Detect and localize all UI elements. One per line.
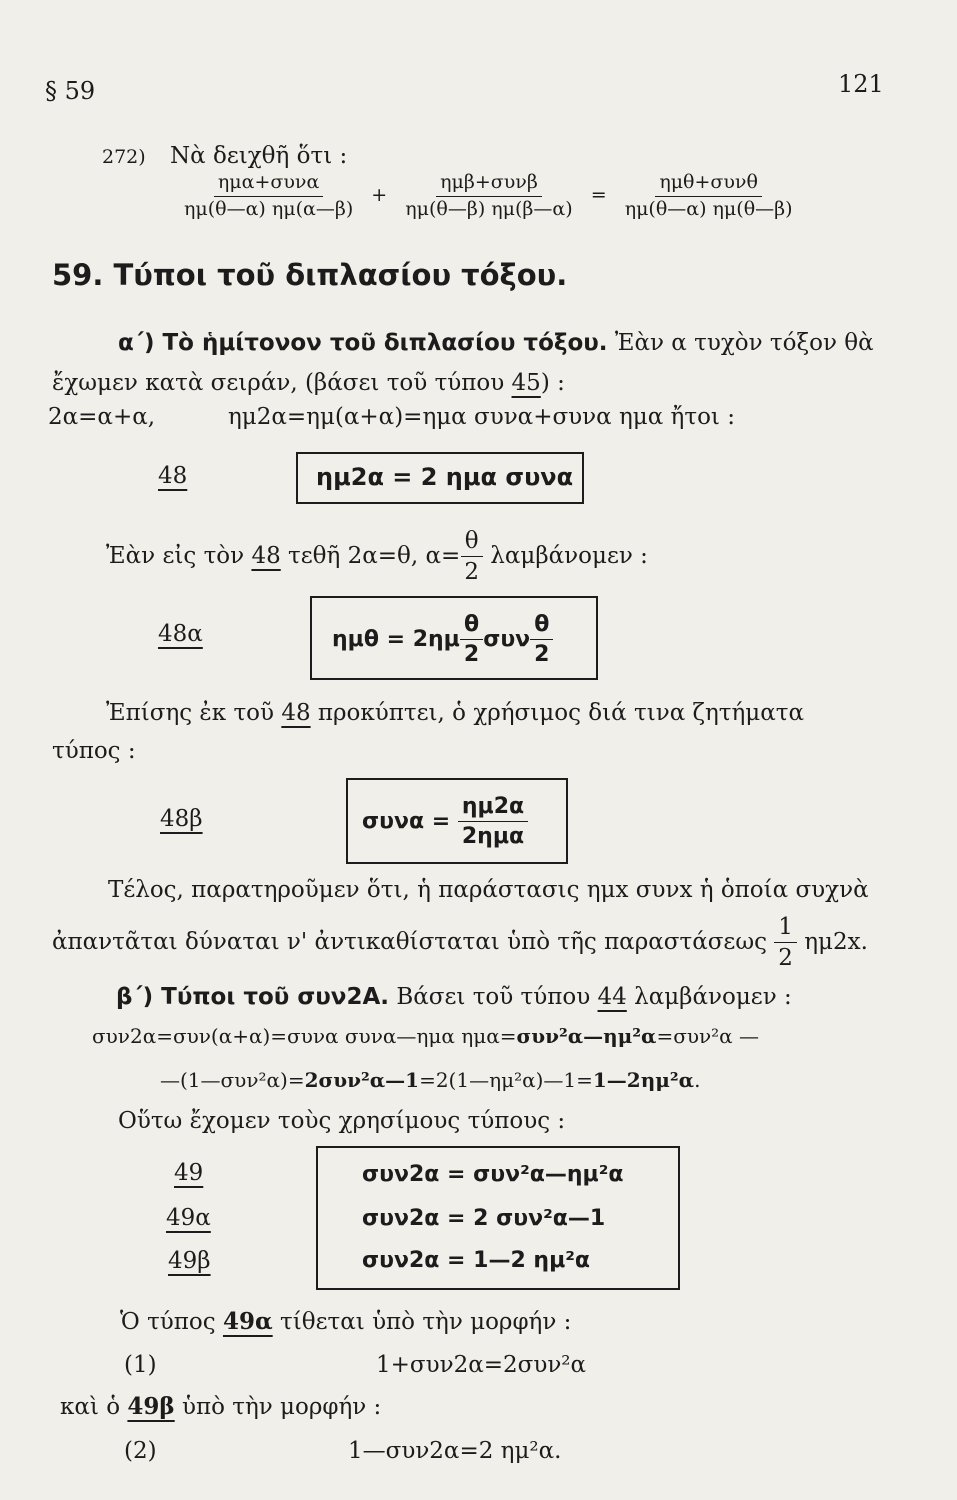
part-a-line-3b: ημ2α=ημ(α+α)=ημα συνα+συνα ημα ἤτοι :	[228, 404, 735, 430]
page-number: 121	[838, 70, 884, 98]
paragraph-also-line-1: Ἐπίσης ἐκ τοῦ 48 προκύπτει, ὁ χρήσιμος διά τινα ζητήματα	[106, 700, 805, 726]
paragraph-finally-line-1: Τέλος, παρατηροῦμεν ὅτι, ἡ παράστασις ημx συνx ἡ ὁποία συχνὰ	[108, 877, 869, 903]
part-b-heading: β΄) Τύποι τοῦ συν2Α.	[116, 984, 389, 1010]
formula-49a-expr: συν2α = 2 συν²α—1	[362, 1206, 606, 1231]
formula-48a-label: 48α	[158, 621, 203, 647]
part-a-heading: α΄) Τὸ ἡμίτονον τοῦ διπλασίου τόξου.	[118, 330, 608, 356]
eq-1-label: (1)	[124, 1352, 157, 1378]
eq-1-expr: 1+συν2α=2συν²α	[376, 1352, 587, 1378]
paragraph-finally-line-2: ἀπαντᾶται δύναται ν' ἀντικαθίσταται ὑπὸ τῆς παραστάσεως $\frac{1}{2}$ ημ2x.	[52, 914, 868, 972]
paragraph-also-line-2: τύπος :	[52, 738, 136, 764]
ref-45: 45	[511, 370, 541, 396]
ref-49a: 49α	[222, 1308, 273, 1335]
useful-formulas-intro: Οὕτω ἔχομεν τοὺς χρησίμους τύπους :	[118, 1108, 566, 1134]
formula-48-expr: ημ2α = 2 ημα συνα	[316, 463, 574, 491]
fraction-1: $\frac{\text{ημα+συνα}}{\eta\mu(\theta—\alpha) \eta\mu(\alpha—\beta)}$	[184, 171, 354, 220]
formula-49-expr: συν2α = συν²α—ημ²α	[362, 1162, 624, 1187]
section-marker: § 59	[45, 77, 96, 105]
exercise-label: 272)	[102, 146, 146, 168]
part-b-derivation-2: —(1—συν²α)=2συν²α—1=2(1—ημ²α)—1=1—2ημ²α.	[160, 1068, 701, 1092]
formula-49b-expr: συν2α = 1—2 ημ²α	[362, 1248, 591, 1273]
one-half: $\frac{1}{2}$	[774, 914, 797, 972]
part-a-line-2: ἔχωμεν κατὰ σειράν, (βάσει τοῦ τύπου 45) :	[52, 370, 565, 396]
ref-48-b: 48	[281, 700, 311, 726]
form-line-1: Ὁ τύπος 49α τίθεται ὑπὸ τὴν μορφήν :	[120, 1308, 572, 1335]
substitution-line: Ἐὰν εἰς τὸν 48 τεθῆ 2α=θ, α= $\frac{\theta}{2}$ λαμβάνομεν :	[106, 528, 648, 586]
ref-49b: 49β	[127, 1393, 175, 1420]
ref-48: 48	[251, 542, 281, 569]
section-title: 59. Τύποι τοῦ διπλασίου τόξου.	[52, 258, 568, 292]
exercise-identity: $\frac{\text{ημα+συνα}}{\eta\mu(\theta—\alpha) \eta\mu(\alpha—\beta)}$ + $\frac{\text{ημβ+συνβ}}{\eta\mu(\theta—\beta) \eta\mu(\beta—\alpha)}$ = $\frac{\text{ημθ+συνθ}}{\eta\mu(\theta—\alpha) \eta\mu(\theta—\beta)}$	[180, 172, 797, 221]
formula-48-label: 48	[158, 463, 188, 489]
formula-48b-expr: συνα = $\frac{\eta\mu 2\alpha}{\text{2ημα}}$	[362, 794, 528, 850]
formula-49b-label: 49β	[168, 1248, 211, 1274]
formula-48b-box	[346, 778, 568, 864]
part-a-line-3a: 2α=α+α,	[48, 404, 156, 430]
theta-over-2: $\frac{\theta}{2}$	[460, 528, 483, 586]
ref-44: 44	[597, 984, 627, 1010]
eq-2-expr: 1—συν2α=2 ημ²α.	[348, 1438, 562, 1464]
formula-48a-box	[310, 596, 598, 680]
part-b-line: β΄) Τύποι τοῦ συν2Α. Βάσει τοῦ τύπου 44 λαμβάνομεν :	[116, 984, 792, 1010]
formulas-49-box	[316, 1146, 680, 1290]
form-line-2: καὶ ὁ 49β ὑπὸ τὴν μορφήν :	[60, 1393, 382, 1420]
part-b-derivation-1: συν2α=συν(α+α)=συνα συνα—ημα ημα=συν²α—ημ²α=συν²α —	[92, 1024, 760, 1048]
formula-48-box	[296, 452, 584, 504]
fraction-3: $\frac{\text{ημθ+συνθ}}{\eta\mu(\theta—\alpha) \eta\mu(\theta—\beta)}$	[624, 171, 793, 220]
fraction-2: $\frac{\text{ημβ+συνβ}}{\eta\mu(\theta—\beta) \eta\mu(\beta—\alpha)}$	[405, 171, 573, 220]
formula-49-label: 49	[174, 1160, 204, 1186]
formula-48b-label: 48β	[160, 806, 203, 832]
part-a-line-1: α΄) Τὸ ἡμίτονον τοῦ διπλασίου τόξου. Ἐὰν α τυχὸν τόξον θὰ	[118, 330, 874, 356]
formula-49a-label: 49α	[166, 1205, 211, 1231]
exercise-text: Νὰ δειχθῆ ὅτι :	[170, 143, 348, 169]
eq-2-label: (2)	[124, 1438, 157, 1464]
formula-48a-expr: ημθ = 2ημ $\frac{\theta}{2}$ συν $\frac{\theta}{2}$	[332, 612, 553, 668]
